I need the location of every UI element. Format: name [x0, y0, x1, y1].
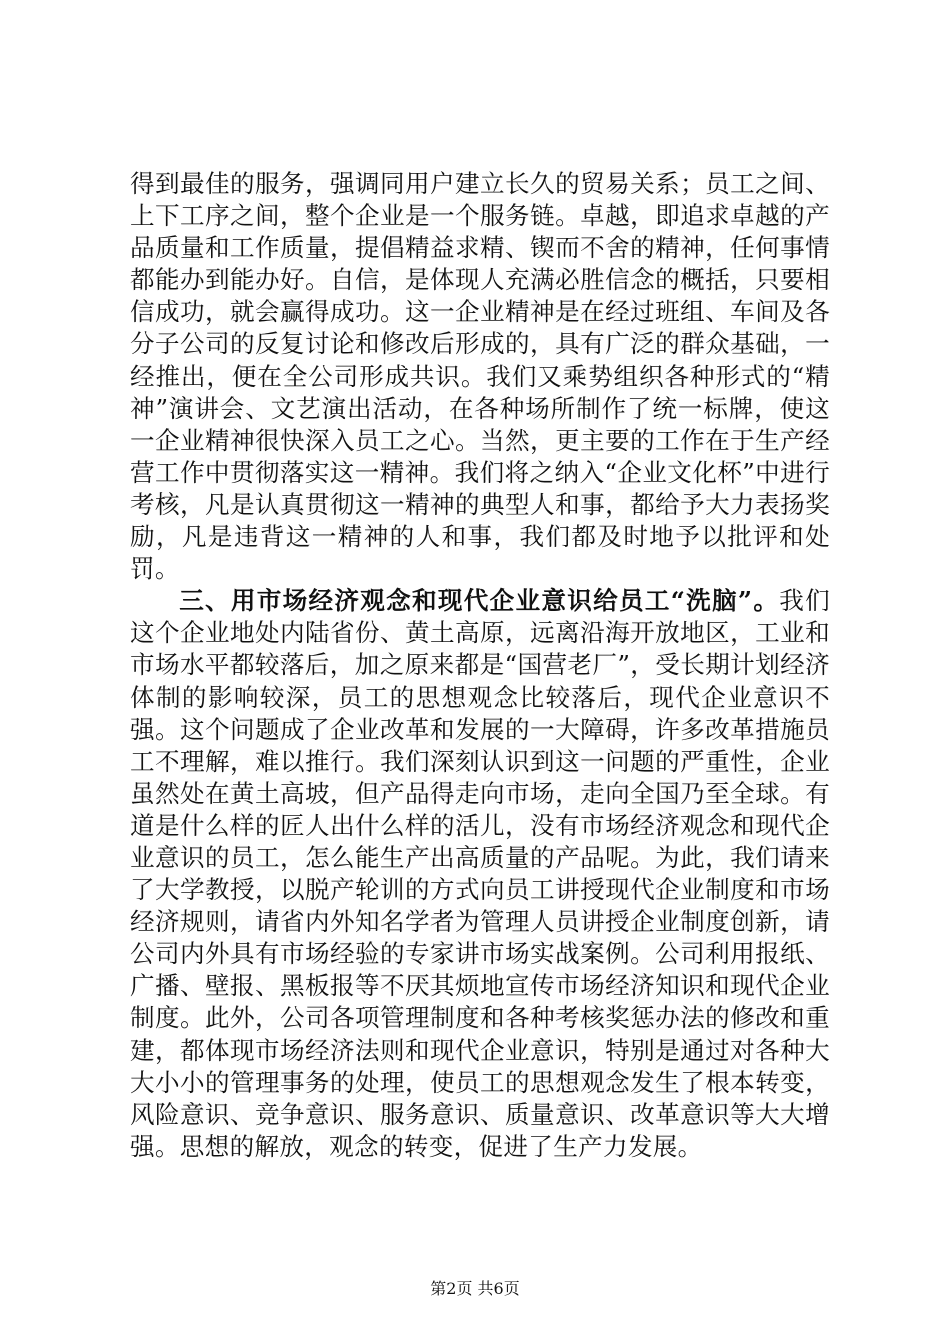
paragraph-text: 得到最佳的服务，强调同用户建立长久的贸易关系；员工之间、上下工序之间，整个企业是一个服务链。卓越，即追求卓越的产品质量和工作质量，提倡精益求精、锲而不舍的精神，任何事情都能办到能办好。自信，是体现人充满必胜信念的概括，只要相信成功，就会赢得成功。这一企业精神是在经过班组、车间及各分子公司的反复讨论和修改后形成的，具有广泛的群众基础，一经推出，便在全公司形成共识。我们又乘势组织各种形式的“精神”演讲会、文艺演出活动，在各种场所制作了统一标牌，使这一企业精神很快深入员工之心。当然，更主要的工作在于生产经营工作中贯彻落实这一精神。我们将之纳入“企业文化杯”中进行考核，凡是认真贯彻这一精神的典型人和事，都给予大力表扬奖励，凡是违背这一精神的人和事，我们都及时地予以批评和处罚。 [130, 169, 830, 584]
paragraph-continued [130, 168, 830, 585]
paragraph-section-three [130, 585, 830, 1163]
paragraph-text: 我们这个企业地处内陆省份、黄土高原，远离沿海开放地区，工业和市场水平都较落后，加之原来都是“国营老厂”，受长期计划经济体制的影响较深，员工的思想观念比较落后，现代企业意识不强。这个问题成了企业改革和发展的一大障碍，许多改革措施员工不理解，难以推行。我们深刻认识到这一问题的严重性，企业虽然处在黄土高坡，但产品得走向市场，走向全国乃至全球。有道是什么样的匠人出什么样的活儿，没有市场经济观念和现代企业意识的员工，怎么能生产出高质量的产品呢。为此，我们请来了大学教授，以脱产轮训的方式向员工讲授现代企业制度和市场经济规则，请省内外知名学者为管理人员讲授企业制度创新，请公司内外具有市场经验的专家讲市场实战案例。公司利用报纸、广播、壁报、黑板报等不厌其烦地宣传市场经济知识和现代企业制度。此外，公司各项管理制度和各种考核奖惩办法的修改和重建，都体现市场经济法则和现代企业意识，特别是通过对各种大大小小的管理事务的处理，使员工的思想观念发生了根本转变，风险意识、竞争意识、服务意识、质量意识、改革意识等大大增强。思想的解放，观念的转变，促进了生产力发展。 [130, 586, 830, 1161]
section-heading: 三、用市场经济观念和现代企业意识给员工“洗脑”。 [179, 586, 780, 616]
document-body [130, 168, 830, 1163]
page-footer: 第2页 共6页 [430, 1279, 520, 1298]
